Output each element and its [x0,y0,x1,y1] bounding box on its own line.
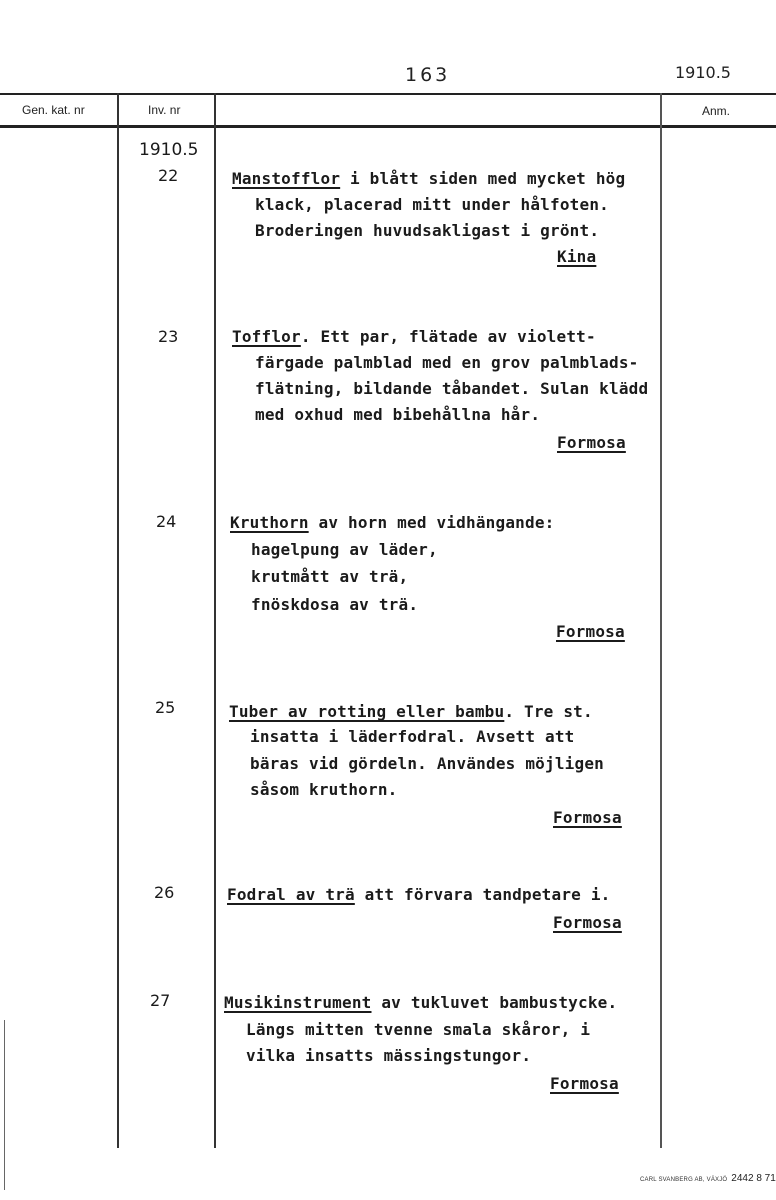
entry-title: Musikinstrument [224,993,372,1012]
entry-text-line: färgade palmblad med en grov palmblads- [255,353,639,372]
entry-inv-nr: 27 [150,991,171,1010]
entry-first-line [230,513,555,532]
entry-text-line: vilka insatts mässingstungor. [246,1046,532,1065]
entry-origin: Formosa [557,433,626,452]
entry-title: Tofflor [232,327,301,346]
entry-origin: Formosa [553,913,622,932]
entry-text-line: . Ett par, flätade av violett- [300,327,596,346]
entry-text-line: Broderingen huvudsakligast i grönt. [255,221,600,240]
entry-text-line: klack, placerad mitt under hålfoten. [255,195,609,214]
column-divider-desc-anm [660,93,662,1148]
entry-inv-nr: 24 [156,512,177,531]
entry-text-line: flätning, bildande tåbandet. Sulan klädd [255,379,649,398]
entry-text-line: av horn med vidhängande: [308,513,555,532]
printer-company: CARL SVANBERG AB, VÄXJÖ [640,1177,728,1183]
column-divider-gen-inv [117,93,119,1148]
entry-origin: Kina [557,247,597,266]
entry-first-line [227,885,610,904]
entry-text-line: såsom kruthorn. [250,780,398,799]
entry-text-line: av tukluvet bambustycke. [371,993,618,1012]
printer-imprint [640,1168,776,1186]
entry-inv-nr: 26 [154,883,175,902]
entry-text-line: insatta i läderfodral. Avsett att [250,727,575,746]
entry-text-line: fnöskdosa av trä. [251,595,419,614]
entry-text-line: Längs mitten tvenne smala skåror, i [246,1020,591,1039]
entry-title: Manstofflor [232,169,341,188]
entry-text-line: bäras vid gördeln. Användes möjligen [250,754,604,773]
entry-text-line: . Tre st. [504,702,593,721]
header-gen-kat-nr: Gen. kat. nr [22,103,85,117]
header-inv-nr: Inv. nr [148,103,181,117]
entry-inv-nr: 23 [158,327,179,346]
entry-origin: Formosa [550,1074,619,1093]
entry-title: Fodral av trä [227,885,355,904]
page-reference: 1910.5 [675,63,731,82]
entry-text-line: krutmått av trä, [251,567,409,586]
entry-inv-nr: 22 [158,166,179,185]
form-number: 2442 8 71 [731,1173,776,1184]
header-anm: Anm. [702,104,731,118]
entry-title: Tuber av rotting eller bambu [229,702,505,721]
entry-text-line: hagelpung av läder, [251,540,438,559]
entry-origin: Formosa [556,622,625,641]
page-number: 163 [405,64,451,86]
collection-id: 1910.5 [139,140,199,160]
entry-text-line: med oxhud med bibehållna hår. [255,405,541,424]
entry-origin: Formosa [553,808,622,827]
entry-first-line [229,702,593,721]
page-edge-mark [4,1020,5,1190]
column-divider-inv-desc [214,93,216,1148]
entry-text-line: att förvara tandpetare i. [354,885,611,904]
entry-inv-nr: 25 [155,698,176,717]
entry-first-line [224,993,617,1012]
entry-text-line: i blått siden med mycket hög [340,169,626,188]
entry-first-line [232,169,625,188]
entry-title: Kruthorn [230,513,309,532]
entry-first-line [232,327,596,346]
